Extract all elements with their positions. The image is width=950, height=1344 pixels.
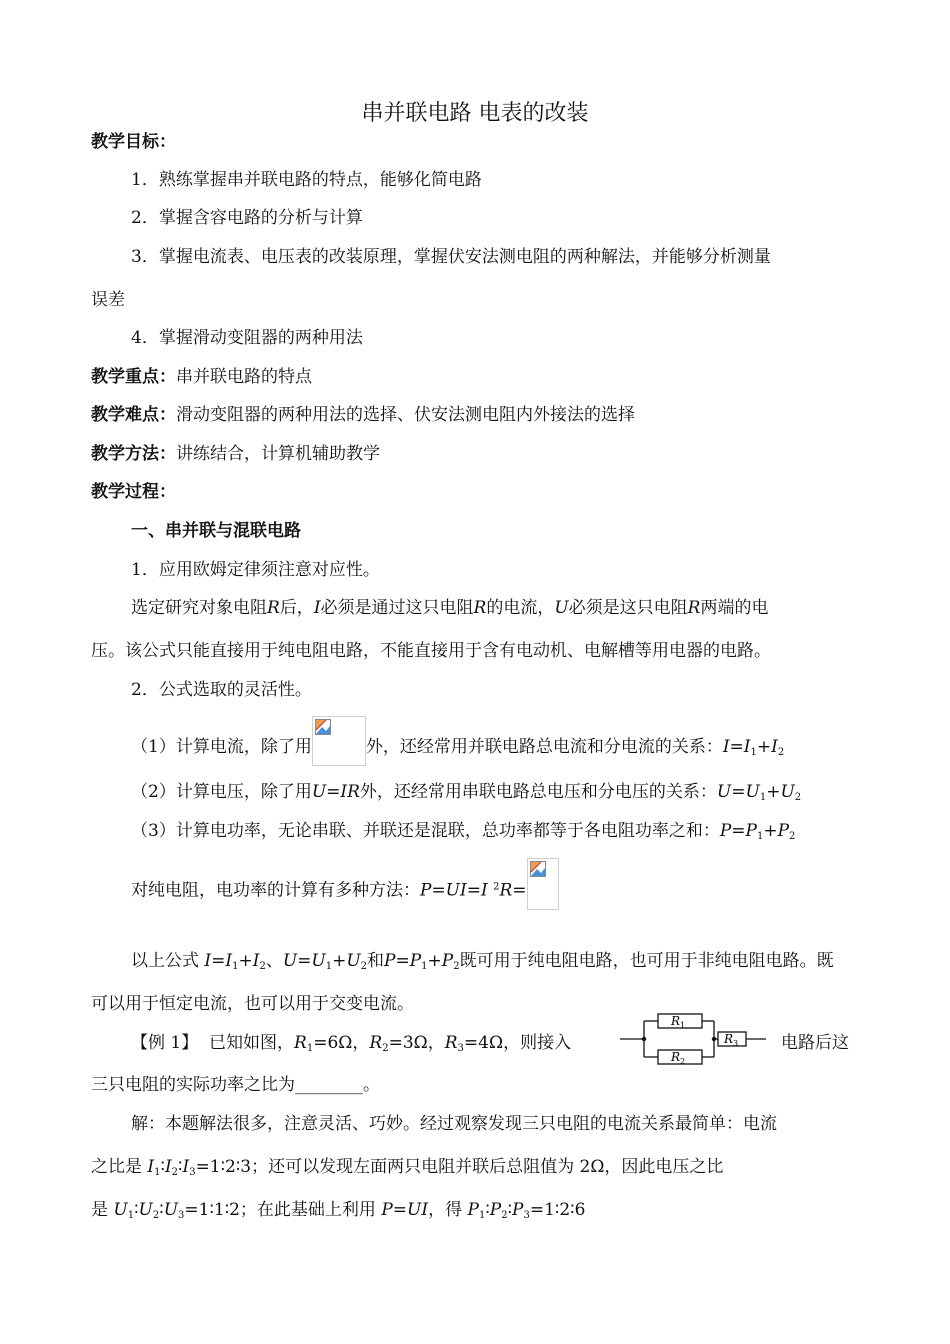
difficulty-label: 教学难点： [91,405,176,425]
goal-item-4: 4．掌握滑动变阻器的两种用法 [131,328,363,348]
circuit-junction-left [642,1037,646,1041]
example-line1-tail: 电路后这 [781,1033,849,1053]
r3-subscript: 3 [733,1039,739,1048]
example-label: 【例 1】 [131,1033,199,1053]
r3-label: R [724,1032,734,1046]
pure-resistor-line: 对纯电阻，电功率的计算有多种方法：P=UI=I $^2$R= [131,872,559,910]
general-line2: 可以用于恒定电流，也可以用于交变电流。 [91,994,414,1014]
general-line1: 以上公式 $I=I_1+I_2$、$U=U_1+U_2$和$P=P_1+P_2$既可用于纯电阻电路，也可用于非纯电阻电路。既 [131,951,834,972]
difficulty-text: 滑动变阻器的两种用法的选择、伏安法测电阻内外接法的选择 [176,405,635,425]
item-current: （1）计算电流，除了用 外，还经常用并联电路总电流和分电流的关系：$I=I_1+I_2$ [131,729,784,766]
formula-image [527,858,559,910]
method-line [91,443,380,465]
goal-item-3-cont: 误差 [91,290,125,310]
method-label: 教学方法： [91,444,176,464]
solution-line1: 解：本题解法很多，注意灵活、巧妙。经过观察发现三只电阻的电流关系最简单：电流 [131,1114,777,1134]
ohm-law-para-line1: 选定研究对象电阻R后，I必须是通过这只电阻R的电流，U必须是这只电阻R两端的电 [131,598,769,618]
ohm-law-title: 1．应用欧姆定律须注意对应性。 [131,560,380,580]
example-line1: 【例 1】 已知如图，$R_1=6\Omega$，$R_2=3\Omega$，$R_3=4\Omega$，则接入 [131,1033,572,1054]
solution-line3: 是 $U_1∶U_2∶U_3=1∶1∶2$；在此基础上利用 P=UI，得 $P_1∶P_2∶P_3=1∶2∶6$ [91,1200,586,1221]
process-label: 教学过程： [91,482,176,502]
circuit-junction-right [712,1037,716,1041]
r2-subscript: 2 [680,1057,686,1066]
focus-label: 教学重点： [91,367,176,387]
section-1-heading: 一、串并联与混联电路 [131,521,301,541]
difficulty-line [91,404,635,426]
goals-label: 教学目标： [91,132,176,152]
r1-subscript: 1 [680,1021,686,1030]
goal-item-3: 3．掌握电流表、电压表的改装原理，掌握伏安法测电阻的两种解法，并能够分析测量 [131,247,771,267]
focus-text: 串并联电路的特点 [176,367,312,387]
method-text: 讲练结合，计算机辅助教学 [176,444,380,464]
formula-flex-title: 2．公式选取的灵活性。 [131,680,312,700]
page-title: 串并联电路 电表的改装 [361,101,589,126]
circuit-diagram [620,1004,770,1068]
focus-line [91,366,312,388]
item-voltage: （2）计算电压，除了用U=IR外，还经常用串联电路总电压和分电压的关系：$U=U_1+U_2$ [131,782,802,803]
formula-image [312,716,366,766]
example-line2: 三只电阻的实际功率之比为________。 [91,1075,380,1095]
goal-item-2: 2．掌握含容电路的分析与计算 [131,208,363,228]
r2-label: R [671,1050,681,1064]
ohm-law-para-line2: 压。该公式只能直接用于纯电阻电路，不能直接用于含有电动机、电解槽等用电器的电路。 [91,641,771,661]
r1-label: R [671,1014,681,1028]
item-power: （3）计算电功率，无论串联、并联还是混联，总功率都等于各电阻功率之和：$P=P_1+P_2$ [131,821,796,842]
solution-line2: 之比是 $I_1∶I_2∶I_3=1∶2∶3$；还可以发现左面两只电阻并联后总阻值为 2Ω，因此电压之比 [91,1157,724,1178]
broken-image-icon [315,719,331,735]
goal-item-1: 1．熟练掌握串并联电路的特点，能够化简电路 [131,170,482,190]
broken-image-icon [530,861,546,877]
